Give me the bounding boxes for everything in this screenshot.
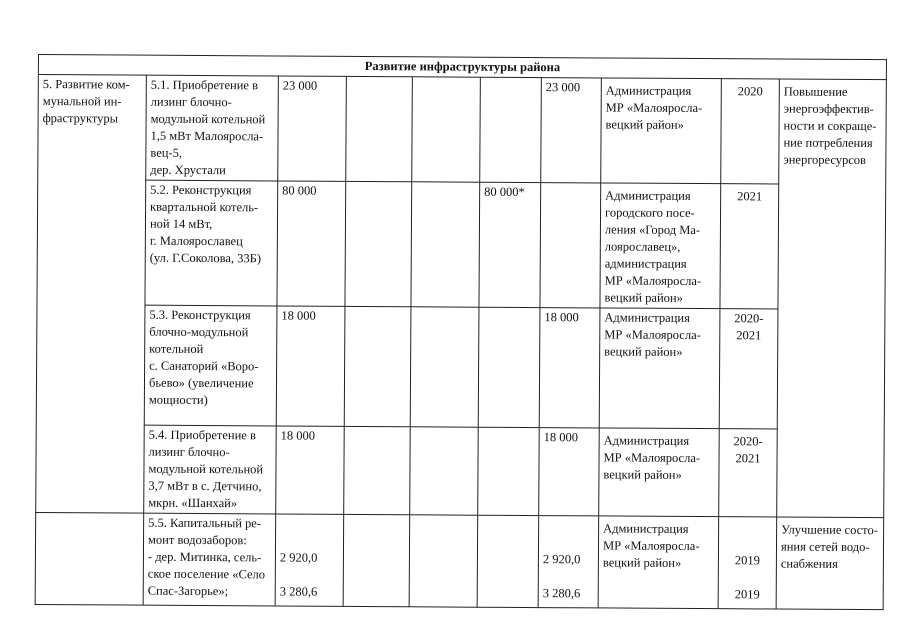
- value-cell: [409, 515, 478, 607]
- result-cell: Улучшение состо- яния сетей водо- снабжения: [776, 517, 884, 610]
- value-cell: [410, 427, 479, 515]
- value-cell: [346, 76, 413, 181]
- value-cell: [345, 181, 412, 306]
- measure-cell: 5.4. Приобретение в лизинг блочно- модульной котельной 3,7 мВт в с. Детчино, мкрн. «Шанхай»: [144, 425, 277, 514]
- year-cell: 2021: [720, 184, 779, 309]
- executor-cell: Администрация МР «Малояросла- вецкий район»: [598, 516, 719, 609]
- value-cell: 2 920,0 3 280,6: [538, 516, 599, 608]
- value-cell: [344, 306, 411, 426]
- measure-cell: 5.2. Реконструкция квартальной котель- ной 14 мВт, г. Малоярославец (ул. Г.Соколова, 33Б): [145, 180, 278, 306]
- value-cell: [344, 426, 411, 514]
- total-cell: 2 920,0 3 280,6: [275, 514, 344, 606]
- total-cell: 18 000: [276, 306, 345, 426]
- year-cell: 2020- 2021: [719, 429, 778, 517]
- table-row: [36, 424, 885, 517]
- year-cell: 2019 2019: [718, 517, 777, 609]
- value-cell: [478, 307, 540, 427]
- table-frame: [35, 54, 886, 605]
- value-cell: 80 000*: [479, 182, 541, 307]
- executor-cell: Администрация МР «Малояросла- вецкий район»: [599, 428, 720, 517]
- executor-cell: Администрация МР «Малояросла- вецкий район»: [601, 78, 722, 184]
- table-row: [35, 512, 884, 609]
- table-row: [38, 75, 887, 185]
- section-cell: 5. Развитие ком- мунальной ин- фраструктуры: [36, 75, 147, 514]
- year-cell: 2020: [721, 79, 780, 184]
- value-cell: [411, 182, 480, 307]
- executor-cell: Администрация городского посе- ления «Город Ма- лоярославец», администрация МР «Малояросла- вецкий район»: [600, 183, 721, 309]
- table-row: [36, 304, 885, 429]
- total-cell: 23 000: [278, 76, 347, 181]
- value-cell: 18 000: [539, 308, 600, 428]
- section-cell-empty: [35, 512, 144, 605]
- total-cell: 80 000: [277, 181, 346, 306]
- value-cell: 23 000: [541, 78, 602, 183]
- value-cell: [343, 514, 410, 606]
- value-cell: [477, 515, 539, 607]
- value-cell: [412, 77, 481, 182]
- value-cell: [478, 427, 540, 515]
- value-cell: [540, 183, 601, 308]
- executor-cell: Администрация МР «Малояросла- вецкий район»: [599, 308, 720, 429]
- measure-cell: 5.1. Приобретение в лизинг блочно- модульной котельной 1,5 мВт Малояросла- вец-5, дер. Хрустали: [146, 75, 279, 181]
- table-title: Развитие инфраструктуры района: [38, 55, 886, 80]
- measure-cell: 5.5. Капитальный ре- монт водозаборов: - дер. Митинка, сель- ское поселение «Село Спас-Загорье»;: [143, 513, 276, 606]
- total-cell: 18 000: [276, 426, 345, 514]
- infrastructure-table: [35, 54, 887, 610]
- value-cell: 18 000: [539, 428, 600, 516]
- value-cell: [410, 307, 479, 427]
- measure-cell: 5.3. Реконструкция блочно-модульной котельной с. Санаторий «Воро- бьево» (увеличение мощности): [144, 305, 277, 426]
- table-row: [37, 180, 886, 310]
- year-cell: 2020- 2021: [719, 309, 778, 429]
- value-cell: [480, 77, 542, 182]
- result-cell: Повышение энергоэффектив- ности и сокраще- ние потребления энергоресурсов: [777, 79, 887, 518]
